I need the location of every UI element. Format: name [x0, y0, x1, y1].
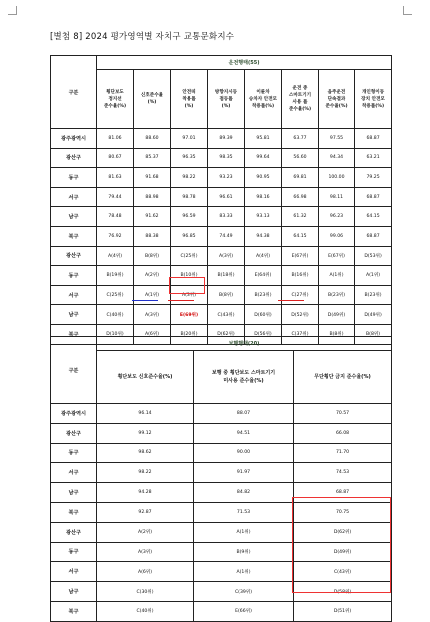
driving-table-cell: 91.68	[134, 168, 171, 188]
driving-table-cell: D(56위)	[245, 324, 282, 344]
pedestrian-row-label: 북구	[51, 601, 97, 621]
driving-table-cell: 94.38	[245, 226, 282, 246]
pedestrian-table-cell: 98.22	[97, 463, 194, 483]
red-box-highlight	[292, 497, 391, 593]
driving-table-cell: B(8위)	[319, 324, 355, 344]
pedestrian-table-cell: C(40위)	[97, 601, 194, 621]
driving-table-cell: 74.49	[208, 226, 245, 246]
driving-table-cell: D(52위)	[282, 305, 319, 325]
pedestrian-row-label: 동구	[51, 542, 97, 562]
pedestrian-table-cell: 68.87	[294, 483, 392, 503]
pedestrian-table-cell: 70.75	[294, 502, 392, 522]
driving-table-cell: B(23위)	[355, 285, 392, 305]
blue-underline-mark	[132, 300, 158, 301]
pedestrian-row-label: 광산구	[51, 522, 97, 542]
driving-table-cell: D(49위)	[355, 305, 392, 325]
pedestrian-table-cell: 71.53	[194, 502, 294, 522]
pedestrian-table-cell: C(39위)	[194, 582, 294, 602]
pedestrian-column-header: 보행 중 횡단보도 스마트기기 미사용 준수율(%)	[194, 351, 294, 404]
driving-table-cell: 95.81	[245, 129, 282, 149]
red-underline-mark	[168, 300, 194, 301]
driving-table-cell: A(1위)	[319, 266, 355, 286]
driving-table-cell: E(67위)	[282, 246, 319, 266]
pedestrian-table-row	[51, 423, 392, 443]
driving-row-label: 광산구	[51, 246, 97, 266]
page-corner-mark-right	[403, 6, 412, 15]
pedestrian-table-cell: D(62위)	[294, 522, 392, 542]
driving-table-cell: 99.06	[319, 226, 355, 246]
driving-table-cell: B(8위)	[355, 324, 392, 344]
driving-row-label: 광산구	[51, 148, 97, 168]
driving-table-cell: B(23위)	[319, 285, 355, 305]
driving-table-cell: 93.13	[245, 207, 282, 227]
driving-table-cell: 79.44	[97, 187, 134, 207]
driving-table-cell: 76.92	[97, 226, 134, 246]
driving-table-cell: 88.98	[134, 187, 171, 207]
driving-table-cell: C(27위)	[282, 285, 319, 305]
driving-table-cell: A(2위)	[134, 266, 171, 286]
pedestrian-table-cell: 74.53	[294, 463, 392, 483]
driving-table-cell: 69.81	[282, 168, 319, 188]
driving-table-cell: 96.23	[319, 207, 355, 227]
driving-table-cell: 88.38	[134, 226, 171, 246]
driving-table-row	[51, 187, 392, 207]
driving-row-label: 광주광역시	[51, 129, 97, 149]
driving-table-cell: 81.06	[97, 129, 134, 149]
driving-table-cell: 98.11	[319, 187, 355, 207]
driving-column-header: 신호준수율 (%)	[134, 70, 171, 129]
pedestrian-table-cell: 91.97	[194, 463, 294, 483]
driving-table-cell: A(1위)	[355, 266, 392, 286]
driving-table-cell: A(4위)	[245, 246, 282, 266]
pedestrian-table-cell: 92.87	[97, 502, 194, 522]
driving-column-header: 안전띠 착용률 (%)	[171, 70, 208, 129]
driving-table-cell: 98.78	[171, 187, 208, 207]
pedestrian-table-row	[51, 443, 392, 463]
driving-row-label: 서구	[51, 187, 97, 207]
driving-table-cell: 66.98	[282, 187, 319, 207]
driving-table-cell: B(16위)	[282, 266, 319, 286]
driving-table-cell: B(10위)	[171, 266, 208, 286]
driving-table-cell: 96.59	[171, 207, 208, 227]
pedestrian-group-header: 보행행태(20)	[97, 337, 392, 351]
driving-table-row	[51, 285, 392, 305]
pedestrian-table-cell: 66.08	[294, 423, 392, 443]
driving-column-header: 이륜차 승차자 안전모 착용률(%)	[245, 70, 282, 129]
driving-table-cell: 88.60	[134, 129, 171, 149]
driving-table-cell: B(20위)	[171, 324, 208, 344]
driving-table-cell: D(62위)	[208, 324, 245, 344]
pedestrian-row-label: 서구	[51, 463, 97, 483]
driving-table-cell: 93.23	[208, 168, 245, 188]
pedestrian-table-cell: A(2위)	[97, 522, 194, 542]
pedestrian-table-cell: D(49위)	[294, 542, 392, 562]
pedestrian-table-row	[51, 463, 392, 483]
driving-table-cell: 96.35	[171, 148, 208, 168]
pedestrian-table-cell: A(3위)	[97, 542, 194, 562]
driving-table-cell: B(8위)	[134, 246, 171, 266]
pedestrian-row-label: 광주광역시	[51, 404, 97, 424]
driving-table-cell: D(53위)	[355, 246, 392, 266]
driving-column-header: 개인형이동 장치 안전모 착용률(%)	[355, 70, 392, 129]
driving-table-cell: 80.67	[97, 148, 134, 168]
driving-table-cell: 89.39	[208, 129, 245, 149]
driving-table-cell: 90.95	[245, 168, 282, 188]
driving-table-cell: 94.34	[319, 148, 355, 168]
driving-table-cell: B(19위)	[97, 266, 134, 286]
pedestrian-column-header: 횡단보도 신호준수율(%)	[97, 351, 194, 404]
driving-table-cell: 83.33	[208, 207, 245, 227]
driving-column-header: 음주운전 단속결과 준수율(%)	[319, 70, 355, 129]
driving-table-cell: A(3위)	[208, 246, 245, 266]
pedestrian-column-header: 무단횡단 금지 준수율(%)	[294, 351, 392, 404]
driving-table-cell: C(43위)	[208, 305, 245, 325]
pedestrian-table-cell: A(1위)	[194, 522, 294, 542]
pedestrian-table-cell: 98.62	[97, 443, 194, 463]
pedestrian-table-row	[51, 601, 392, 621]
pedestrian-table-cell: 96.14	[97, 404, 194, 424]
driving-row-label: 동구	[51, 266, 97, 286]
driving-table-cell: 63.21	[355, 148, 392, 168]
pedestrian-table-cell: 99.12	[97, 423, 194, 443]
driving-table-cell: 98.35	[208, 148, 245, 168]
driving-column-header: 횡단보도 정지선 준수율(%)	[97, 70, 134, 129]
driving-corner-header: 구분	[51, 56, 97, 129]
driving-table-cell: 97.55	[319, 129, 355, 149]
driving-table-cell: 78.48	[97, 207, 134, 227]
pedestrian-corner-header: 구분	[51, 337, 97, 404]
pedestrian-table-cell: 94.28	[97, 483, 194, 503]
driving-table-cell: 100.00	[319, 168, 355, 188]
driving-table-cell: 91.62	[134, 207, 171, 227]
driving-table-cell: 98.16	[245, 187, 282, 207]
pedestrian-table-cell: D(58위)	[294, 582, 392, 602]
driving-table-cell: 68.87	[355, 226, 392, 246]
driving-table-cell: C(25위)	[97, 285, 134, 305]
driving-table-cell: 64.15	[282, 226, 319, 246]
driving-row-label: 북구	[51, 226, 97, 246]
pedestrian-table-cell: 71.70	[294, 443, 392, 463]
page-corner-mark-left	[8, 6, 17, 15]
pedestrian-table-cell: 70.57	[294, 404, 392, 424]
driving-table-cell: A(3위)	[134, 305, 171, 325]
driving-table-cell: D(10위)	[97, 324, 134, 344]
pedestrian-row-label: 남구	[51, 582, 97, 602]
driving-table-cell: 64.15	[355, 207, 392, 227]
driving-table-cell: B(18위)	[208, 266, 245, 286]
driving-table-cell: E(69위)	[171, 305, 208, 325]
pedestrian-table-cell: A(1위)	[194, 562, 294, 582]
driving-table-cell: 97.01	[171, 129, 208, 149]
pedestrian-table-row	[51, 404, 392, 424]
pedestrian-table-cell: 90.00	[194, 443, 294, 463]
pedestrian-table-cell: D(51위)	[294, 601, 392, 621]
driving-table-row	[51, 246, 392, 266]
pedestrian-table-cell: 84.82	[194, 483, 294, 503]
pedestrian-row-label: 서구	[51, 562, 97, 582]
driving-table-cell: 61.32	[282, 207, 319, 227]
driving-table-cell: 81.63	[97, 168, 134, 188]
driving-table-cell: E(67위)	[319, 246, 355, 266]
pedestrian-table-cell: C(30위)	[97, 582, 194, 602]
pedestrian-row-label: 동구	[51, 443, 97, 463]
driving-table-row	[51, 168, 392, 188]
driving-table-cell: A(3위)	[171, 285, 208, 305]
driving-table-cell: E(64위)	[245, 266, 282, 286]
driving-column-header: 운전 중 스마트기기 사용 률 준수율(%)	[282, 70, 319, 129]
driving-table-cell: 63.77	[282, 129, 319, 149]
pedestrian-table-cell: 94.51	[194, 423, 294, 443]
driving-table-cell: C(40위)	[97, 305, 134, 325]
pedestrian-table-cell: A(6위)	[97, 562, 194, 582]
driving-table-cell: 85.37	[134, 148, 171, 168]
driving-table-cell: C(37위)	[282, 324, 319, 344]
driving-table-cell: 99.64	[245, 148, 282, 168]
pedestrian-row-label: 북구	[51, 502, 97, 522]
driving-table-cell: D(49위)	[319, 305, 355, 325]
driving-table-cell: 79.25	[355, 168, 392, 188]
driving-column-header: 방향지시등 점등률 (%)	[208, 70, 245, 129]
driving-table-row	[51, 266, 392, 286]
pedestrian-row-label: 광산구	[51, 423, 97, 443]
driving-table-cell: B(23위)	[245, 285, 282, 305]
driving-table-row	[51, 148, 392, 168]
driving-table-cell: A(4위)	[97, 246, 134, 266]
driving-table-row	[51, 305, 392, 325]
driving-table-cell: 96.61	[208, 187, 245, 207]
driving-row-label: 남구	[51, 207, 97, 227]
driving-table-row	[51, 129, 392, 149]
red-cell-highlight	[169, 277, 205, 294]
driving-table-cell: D(60위)	[245, 305, 282, 325]
pedestrian-table-cell: C(43위)	[294, 562, 392, 582]
driving-table-cell: C(25위)	[171, 246, 208, 266]
red-underline-mark-2	[278, 300, 304, 301]
driving-table-cell: 96.85	[171, 226, 208, 246]
driving-table-cell: B(8위)	[208, 285, 245, 305]
driving-table-row	[51, 226, 392, 246]
pedestrian-table-cell: E(66위)	[194, 601, 294, 621]
driving-table-cell: A(6위)	[134, 324, 171, 344]
pedestrian-table-cell: 88.07	[194, 404, 294, 424]
driving-group-header: 운전행태(55)	[97, 56, 392, 70]
pedestrian-table-cell: B(9위)	[194, 542, 294, 562]
driving-table-row	[51, 207, 392, 227]
driving-row-label: 남구	[51, 305, 97, 325]
pedestrian-row-label: 남구	[51, 483, 97, 503]
driving-row-label: 북구	[51, 324, 97, 344]
driving-row-label: 서구	[51, 285, 97, 305]
driving-table-cell: 98.22	[171, 168, 208, 188]
driving-row-label: 동구	[51, 168, 97, 188]
driving-table-cell: 68.87	[355, 187, 392, 207]
page-title: [별첨 8] 2024 평가영역별 자치구 교통문화지수	[50, 32, 235, 42]
driving-table-cell: A(1위)	[134, 285, 171, 305]
driving-behavior-table	[50, 55, 392, 345]
driving-table-cell: 56.60	[282, 148, 319, 168]
driving-table-cell: 68.87	[355, 129, 392, 149]
